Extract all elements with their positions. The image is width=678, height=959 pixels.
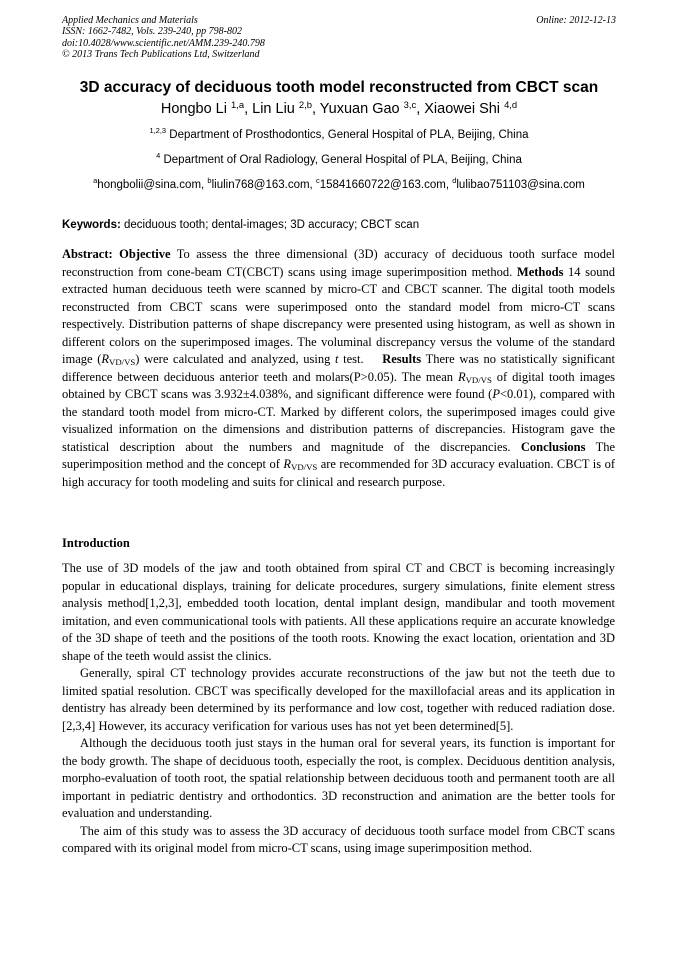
paragraph: The aim of this study was to assess the 3D accuracy of deciduous tooth surface model from CBCT scans compared with its original model from micro-CT scans, using image superimposition method. <box>62 823 615 855</box>
t-symbol: t <box>334 352 339 366</box>
author-sup: 4,d <box>504 99 518 110</box>
email-list <box>0 176 678 191</box>
journal-header <box>62 15 265 61</box>
r-subscript: VD/VS <box>109 357 136 367</box>
affiliation-sup: 4 <box>156 151 161 160</box>
email: hongbolii@sina.com, <box>97 179 208 191</box>
affiliation-text: Department of Oral Radiology, General Hospital of PLA, Beijing, China <box>163 154 522 166</box>
objective-label: Objective <box>119 247 171 261</box>
author-list: Hongbo Li $^{1,a}$, Lin Liu $^{2,b}$, Yuxuan Gao $^{3,c}$, Xiaowei Shi $^{4,d}$ <box>160 99 518 117</box>
email: 15841660722@163.com, <box>319 179 453 191</box>
methods-label: Methods <box>516 264 564 279</box>
r-subscript: VD/VS <box>465 374 492 385</box>
paragraph: Generally, spiral CT technology provides accurate reconstructions of the jaw but not the teeth due to limited spatial resolution. CBCT was specifically developed for the maxillofacial areas and its application in dentistry has already been determined by its performance and low cost, together with reduced radiation dose.[2,3,4] However, its accuracy verification for various uses has not yet been determined[5]. <box>62 666 615 733</box>
copyright: © 2013 Trans Tech Publications Ltd, Switzerland <box>62 49 260 61</box>
email-sup: a <box>93 176 98 185</box>
email: lulibao751103@sina.com <box>456 179 585 191</box>
conclusions-text: are recommended for 3D accuracy evaluation. CBCT is of high accuracy for tooth modeling and suits for clinical and research purpose. <box>62 457 615 489</box>
objective-text: To assess the three dimensional (3D) accuracy of deciduous tooth surface model reconstruction from cone-beam CT(CBCT) scans using image superimposition method. <box>62 247 615 279</box>
author-name: Lin Liu <box>252 101 295 117</box>
journal-name: Applied Mechanics and Materials <box>62 15 198 26</box>
author-sup: 1,a <box>231 99 245 110</box>
affiliation-text: Department of Prosthodontics, General Hospital of PLA, Beijing, China <box>169 129 529 141</box>
r-symbol: R <box>101 352 109 366</box>
author-sup: 3,c <box>403 99 417 110</box>
paper-title: 3D accuracy of deciduous tooth model reconstructed from CBCT scan <box>79 79 599 96</box>
issn: ISSN: 1662-7482, Vols. 239-240, pp 798-802 <box>62 26 242 38</box>
author-name: Yuxuan Gao <box>319 101 400 117</box>
conclusions-label: Conclusions <box>520 439 586 454</box>
email-sup: c <box>315 176 320 185</box>
r-symbol: R <box>283 457 291 471</box>
abstract <box>62 246 615 491</box>
methods-text: ) were calculated and analyzed, using <box>135 352 331 366</box>
methods-text: test. <box>343 352 364 366</box>
results-text: There was no statistically significant difference between deciduous anterior teeth and molars(P>0.05). The mean <box>62 352 615 384</box>
affiliation-sup: 1,2,3 <box>149 126 167 135</box>
results-label: Results <box>382 352 422 366</box>
r-symbol: R <box>457 369 466 384</box>
results-text: of digital tooth images obtained by CBCT scans was 3.932±4.038%, and significant difference were found ( <box>62 369 616 401</box>
author-name: Xiaowei Shi <box>424 101 501 117</box>
paragraph: Although the deciduous tooth just stays in the human oral for several years, its function is important for the body growth. The shape of deciduous tooth, especially the root, is complex. Deciduous dentition analysis, morpho-evaluation of tooth root, the spatial relationship between deciduous tooth and permanent tooth are all important in pediatric dentistry and orthodontics. 3D reconstruction and animation are the better tools for evaluation and understanding. <box>62 736 615 820</box>
keywords <box>62 219 419 231</box>
author-name: Hongbo Li <box>160 101 227 117</box>
email-sup: d <box>452 176 457 185</box>
paragraph: The use of 3D models of the jaw and tooth obtained from spiral CT and CBCT is becoming increasingly popular in educational displays, training for delicate procedures, surgery simulations, finite element stress analysis method[1,2,3], embedded tooth location, dental implant design, mandibular and tooth movement imitation, and even communicational tools with patients. All these applications require an accurate knowledge of the 3D shape of teeth and the positions of the tooth roots. Knowing the exact location, orientation and 3D shape of the teeth would assist the clinics. <box>62 561 615 663</box>
introduction-body <box>62 560 615 858</box>
email: liulin768@163.com, <box>211 179 316 191</box>
affiliation <box>0 126 678 141</box>
r-subscript: VD/VS <box>291 462 318 472</box>
online-date: Online: 2012-12-13 <box>536 15 616 26</box>
conclusions-text: The superimposition method and the concept of <box>62 439 616 471</box>
email-sup: b <box>207 176 212 185</box>
abstract-label: Abstract: <box>62 247 113 261</box>
keywords-text: deciduous tooth; dental-images; 3D accuracy; CBCT scan <box>124 219 420 231</box>
doi: doi:10.4028/www.scientific.net/AMM.239-240.798 <box>62 37 265 49</box>
keywords-label: Keywords: <box>62 219 121 231</box>
introduction-heading: Introduction <box>62 536 130 550</box>
methods-text: 14 sound extracted human deciduous teeth were scanned by micro-CT and CBCT scanner. The digital tooth models reconstructed from CBCT scans were superimposed onto the standard model from micro-CT scans respectively. Distribution patterns of shape discrepancy were presented using histogram, as well as shown in different colors on the superimposed images. The voluminal discrepancy versus the volume of the standard image ( <box>62 264 616 366</box>
results-text: <0.01), compared with the standard tooth model from micro-CT. Marked by different colors, the superimposed images could give visualized information on the dimensions and distribution patterns of discrepancies. Histogram gave the statistical description about the numbers and magnitude of the discrepancies. <box>62 387 615 454</box>
affiliation <box>0 151 678 166</box>
author-sup: 2,b <box>298 99 312 110</box>
p-symbol: P <box>492 387 500 401</box>
